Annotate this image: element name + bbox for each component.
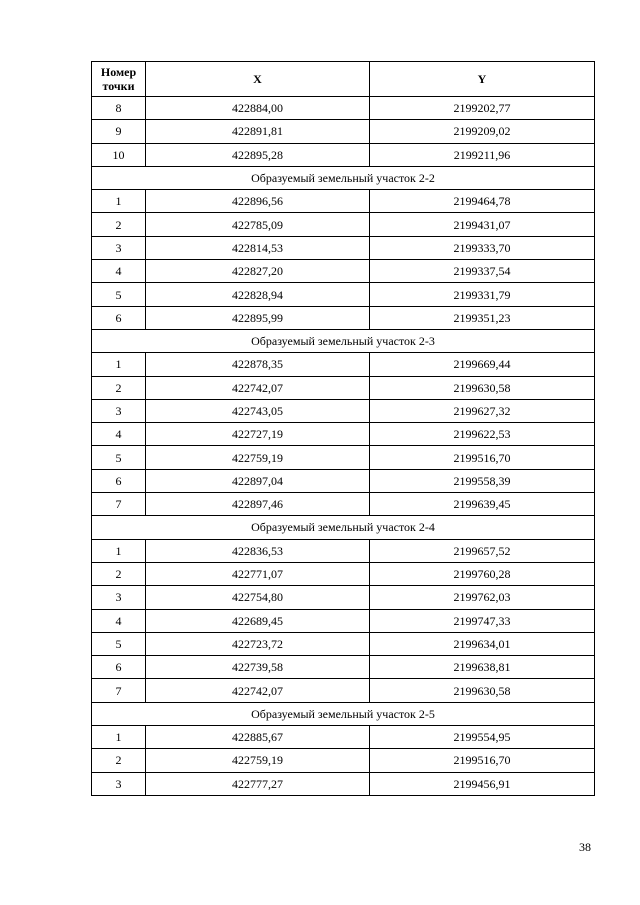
point-number-cell: 2 [92, 376, 146, 399]
table-row [92, 726, 595, 749]
section-title: Образуемый земельный участок 2-3 [92, 329, 595, 352]
y-coordinate-cell: 2199516,70 [370, 446, 595, 469]
x-coordinate-cell: 422884,00 [146, 97, 370, 120]
x-coordinate-cell: 422759,19 [146, 446, 370, 469]
x-coordinate-cell: 422771,07 [146, 562, 370, 585]
x-coordinate-cell: 422742,07 [146, 679, 370, 702]
point-number-cell: 2 [92, 749, 146, 772]
y-coordinate-cell: 2199657,52 [370, 539, 595, 562]
y-coordinate-cell: 2199202,77 [370, 97, 595, 120]
y-coordinate-cell: 2199209,02 [370, 120, 595, 143]
section-row [92, 166, 595, 189]
section-row [92, 516, 595, 539]
x-coordinate-cell: 422723,72 [146, 632, 370, 655]
y-coordinate-cell: 2199634,01 [370, 632, 595, 655]
point-number-cell: 6 [92, 469, 146, 492]
table-row [92, 283, 595, 306]
x-coordinate-cell: 422836,53 [146, 539, 370, 562]
table-row [92, 213, 595, 236]
point-number-cell: 9 [92, 120, 146, 143]
point-number-cell: 1 [92, 726, 146, 749]
x-coordinate-cell: 422689,45 [146, 609, 370, 632]
table-row [92, 493, 595, 516]
point-number-cell: 2 [92, 213, 146, 236]
table-row [92, 656, 595, 679]
point-number-cell: 3 [92, 772, 146, 795]
x-coordinate-cell: 422895,99 [146, 306, 370, 329]
y-coordinate-cell: 2199211,96 [370, 143, 595, 166]
y-coordinate-cell: 2199630,58 [370, 376, 595, 399]
x-coordinate-cell: 422897,04 [146, 469, 370, 492]
x-coordinate-cell: 422759,19 [146, 749, 370, 772]
table-row [92, 353, 595, 376]
coordinates-table [91, 61, 595, 796]
point-number-cell: 4 [92, 423, 146, 446]
y-coordinate-cell: 2199558,39 [370, 469, 595, 492]
y-coordinate-cell: 2199333,70 [370, 236, 595, 259]
table-header [92, 62, 595, 97]
point-number-cell: 5 [92, 283, 146, 306]
table-row [92, 423, 595, 446]
y-coordinate-cell: 2199337,54 [370, 260, 595, 283]
point-number-cell: 7 [92, 493, 146, 516]
point-number-cell: 1 [92, 353, 146, 376]
section-row [92, 329, 595, 352]
y-coordinate-cell: 2199627,32 [370, 399, 595, 422]
y-coordinate-cell: 2199762,03 [370, 586, 595, 609]
x-coordinate-cell: 422785,09 [146, 213, 370, 236]
x-coordinate-cell: 422754,80 [146, 586, 370, 609]
table-body [92, 97, 595, 796]
y-coordinate-cell: 2199351,23 [370, 306, 595, 329]
page-number: 38 [579, 840, 591, 854]
table-row [92, 469, 595, 492]
table-row [92, 632, 595, 655]
table-row [92, 260, 595, 283]
point-number-cell: 3 [92, 586, 146, 609]
table-row [92, 772, 595, 795]
point-number-cell: 2 [92, 562, 146, 585]
y-coordinate-cell: 2199747,33 [370, 609, 595, 632]
x-coordinate-cell: 422827,20 [146, 260, 370, 283]
x-coordinate-cell: 422896,56 [146, 190, 370, 213]
section-row [92, 702, 595, 725]
table-row [92, 236, 595, 259]
header-x: X [146, 62, 370, 97]
y-coordinate-cell: 2199622,53 [370, 423, 595, 446]
x-coordinate-cell: 422895,28 [146, 143, 370, 166]
point-number-cell: 1 [92, 190, 146, 213]
point-number-cell: 7 [92, 679, 146, 702]
x-coordinate-cell: 422878,35 [146, 353, 370, 376]
y-coordinate-cell: 2199554,95 [370, 726, 595, 749]
table-row [92, 120, 595, 143]
x-coordinate-cell: 422743,05 [146, 399, 370, 422]
y-coordinate-cell: 2199331,79 [370, 283, 595, 306]
y-coordinate-cell: 2199760,28 [370, 562, 595, 585]
y-coordinate-cell: 2199431,07 [370, 213, 595, 236]
x-coordinate-cell: 422727,19 [146, 423, 370, 446]
y-coordinate-cell: 2199638,81 [370, 656, 595, 679]
header-y: Y [370, 62, 595, 97]
table-row [92, 446, 595, 469]
y-coordinate-cell: 2199464,78 [370, 190, 595, 213]
y-coordinate-cell: 2199639,45 [370, 493, 595, 516]
x-coordinate-cell: 422891,81 [146, 120, 370, 143]
table-row [92, 399, 595, 422]
point-number-cell: 10 [92, 143, 146, 166]
table-row [92, 143, 595, 166]
point-number-cell: 4 [92, 609, 146, 632]
point-number-cell: 8 [92, 97, 146, 120]
point-number-cell: 3 [92, 236, 146, 259]
table-row [92, 562, 595, 585]
y-coordinate-cell: 2199630,58 [370, 679, 595, 702]
x-coordinate-cell: 422739,58 [146, 656, 370, 679]
y-coordinate-cell: 2199516,70 [370, 749, 595, 772]
table-row [92, 749, 595, 772]
x-coordinate-cell: 422885,67 [146, 726, 370, 749]
point-number-cell: 1 [92, 539, 146, 562]
y-coordinate-cell: 2199456,91 [370, 772, 595, 795]
point-number-cell: 6 [92, 306, 146, 329]
x-coordinate-cell: 422814,53 [146, 236, 370, 259]
table-row [92, 97, 595, 120]
x-coordinate-cell: 422742,07 [146, 376, 370, 399]
point-number-cell: 6 [92, 656, 146, 679]
table-row [92, 376, 595, 399]
point-number-cell: 4 [92, 260, 146, 283]
x-coordinate-cell: 422828,94 [146, 283, 370, 306]
x-coordinate-cell: 422777,27 [146, 772, 370, 795]
table-row [92, 609, 595, 632]
y-coordinate-cell: 2199669,44 [370, 353, 595, 376]
header-point-number: Номер точки [92, 62, 146, 97]
point-number-cell: 5 [92, 446, 146, 469]
point-number-cell: 5 [92, 632, 146, 655]
table-row [92, 679, 595, 702]
table-row [92, 306, 595, 329]
table-row [92, 539, 595, 562]
x-coordinate-cell: 422897,46 [146, 493, 370, 516]
section-title: Образуемый земельный участок 2-4 [92, 516, 595, 539]
section-title: Образуемый земельный участок 2-2 [92, 166, 595, 189]
table-row [92, 190, 595, 213]
section-title: Образуемый земельный участок 2-5 [92, 702, 595, 725]
table-row [92, 586, 595, 609]
point-number-cell: 3 [92, 399, 146, 422]
